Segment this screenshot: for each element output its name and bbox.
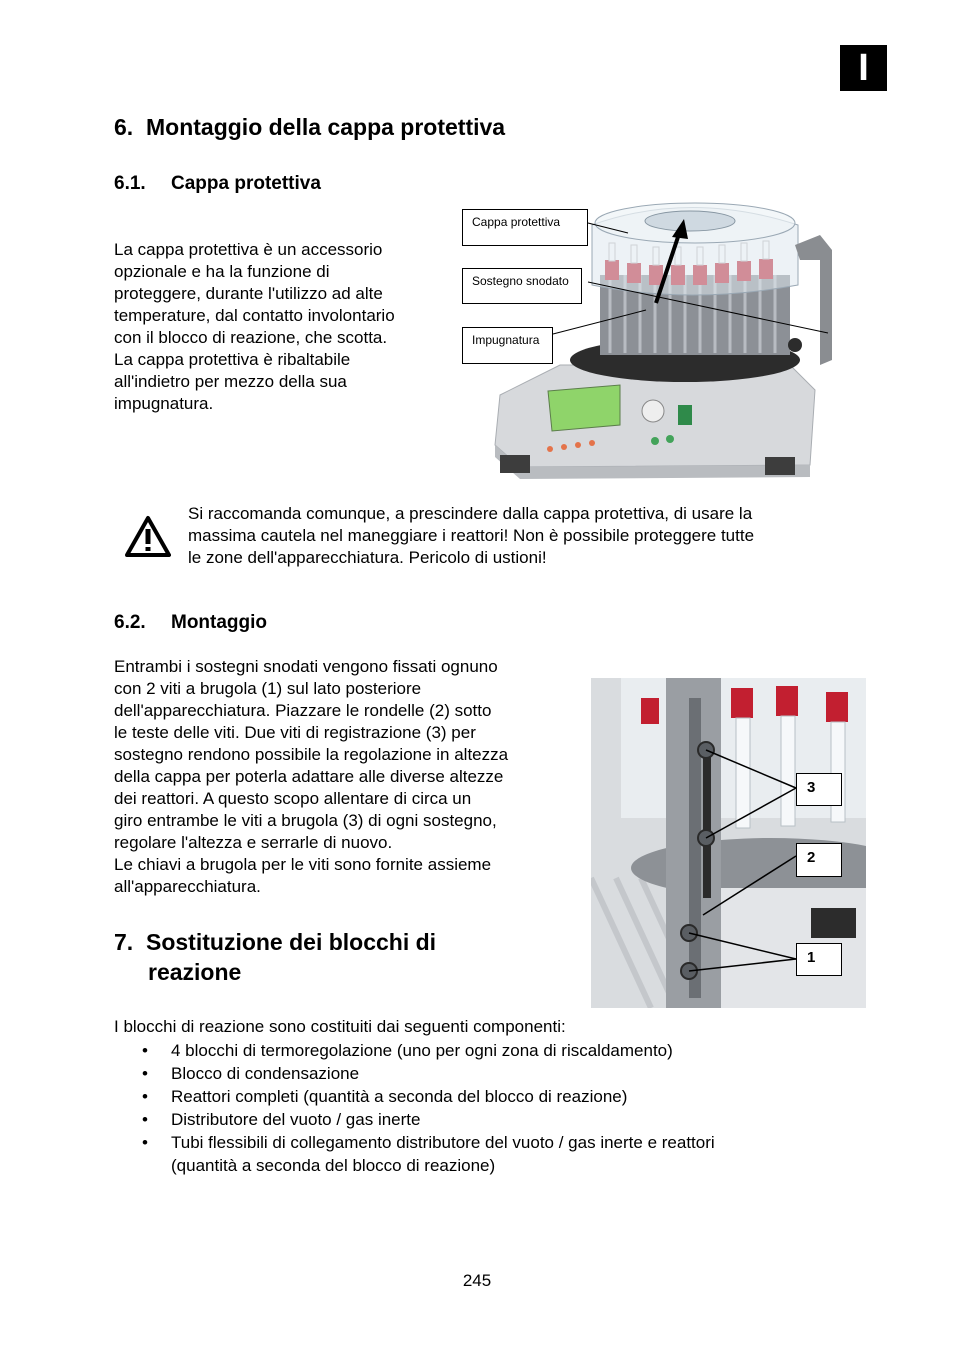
text-line: Entrambi i sostegni snodati vengono fissati ognuno xyxy=(114,657,498,676)
bullet: • xyxy=(142,1133,148,1152)
bullet: • xyxy=(142,1110,148,1129)
list-item-text: 4 blocchi di termoregolazione (uno per ogni zona di riscaldamento) xyxy=(171,1041,673,1060)
label-box-3: 3 xyxy=(796,773,842,806)
callout-hood: Cappa protettiva xyxy=(462,209,588,246)
list-item xyxy=(114,1085,834,1108)
text-line: all'apparecchiatura. xyxy=(114,877,261,896)
list-item-text: Tubi flessibili di collegamento distributore del vuoto / gas inerte e reattori xyxy=(171,1133,715,1152)
text-line: giro entrambe le viti a brugola (3) di ogni sostegno, xyxy=(114,811,497,830)
mounting-figure xyxy=(591,678,866,1008)
assembly-description xyxy=(114,656,574,898)
list-item xyxy=(114,1062,834,1085)
section-6-title: Montaggio della cappa protettiva xyxy=(146,114,506,140)
text-line: Le chiavi a brugola per le viti sono fornite assieme xyxy=(114,855,492,874)
text-line: le zone dell'apparecchiatura. Pericolo di ustioni! xyxy=(188,548,547,567)
warning-triangle-icon xyxy=(125,515,171,557)
components-intro: I blocchi di reazione sono costituiti dai seguenti componenti: xyxy=(114,1017,566,1036)
text-line: con 2 viti a brugola (1) sul lato posteriore xyxy=(114,679,422,698)
section-7-title-line-2: reazione xyxy=(148,959,242,985)
section-7-number: 7. xyxy=(114,929,134,955)
label-box-2: 2 xyxy=(796,843,842,877)
text-line: Si raccomanda comunque, a prescindere dalla cappa protettiva, di usare la xyxy=(188,504,753,523)
bullet: • xyxy=(142,1041,148,1060)
protective-hood-figure xyxy=(460,185,860,495)
callout-support: Sostegno snodato xyxy=(462,268,582,304)
list-item xyxy=(114,1108,834,1131)
text-line: impugnatura. xyxy=(114,394,214,413)
text-line: La cappa protettiva è un accessorio xyxy=(114,240,383,259)
text-line: regolare l'altezza e serrarle di nuovo. xyxy=(114,833,393,852)
section-6-number: 6. xyxy=(114,114,134,140)
hood-description xyxy=(114,239,444,415)
text-line: dell'apparecchiatura. Piazzare le rondelle (2) sotto xyxy=(114,701,492,720)
text-line: proteggere, durante l'utilizzo ad alte xyxy=(114,284,383,303)
text-line: massima cautela nel maneggiare i reattori! Non è possibile proteggere tutte xyxy=(188,526,755,545)
label-box-1: 1 xyxy=(796,943,842,976)
text-line: temperature, dal contatto involontario xyxy=(114,306,395,325)
bullet: • xyxy=(142,1064,148,1083)
text-line: dei reattori. A questo scopo allentare di circa un xyxy=(114,789,472,808)
text-line: all'indietro per mezzo della sua xyxy=(114,372,347,391)
list-item-text: Blocco di condensazione xyxy=(171,1064,360,1083)
list-item-text: (quantità a seconda del blocco di reazione) xyxy=(171,1156,496,1175)
text-line: della cappa per poterla adattare alle diverse altezze xyxy=(114,767,504,786)
list-item xyxy=(114,1039,834,1062)
subsection-6-2-title: Montaggio xyxy=(171,612,268,633)
subsection-6-2-number: 6.2. xyxy=(114,612,146,633)
language-tab: I xyxy=(840,45,887,91)
section-7-title-line-1: Sostituzione dei blocchi di xyxy=(146,929,437,955)
page-number: 245 xyxy=(462,1271,492,1290)
bullet: • xyxy=(142,1087,148,1106)
warning-text xyxy=(188,503,848,569)
list-item-text: Reattori completi (quantità a seconda del blocco di reazione) xyxy=(171,1087,628,1106)
text-line: opzionale e ha la funzione di xyxy=(114,262,330,281)
text-line: con il blocco di reazione, che scotta. xyxy=(114,328,388,347)
list-item-text: Distributore del vuoto / gas inerte xyxy=(171,1110,421,1129)
components-list xyxy=(114,1039,834,1177)
callout-handle: Impugnatura xyxy=(462,327,553,364)
subsection-6-1-number: 6.1. xyxy=(114,173,146,194)
text-line: sostegno rendono possibile la regolazione in altezza xyxy=(114,745,509,764)
subsection-6-1-title: Cappa protettiva xyxy=(171,173,321,194)
list-item xyxy=(114,1131,834,1177)
text-line: le teste delle viti. Due viti di registrazione (3) per xyxy=(114,723,476,742)
text-line: La cappa protettiva è ribaltabile xyxy=(114,350,351,369)
